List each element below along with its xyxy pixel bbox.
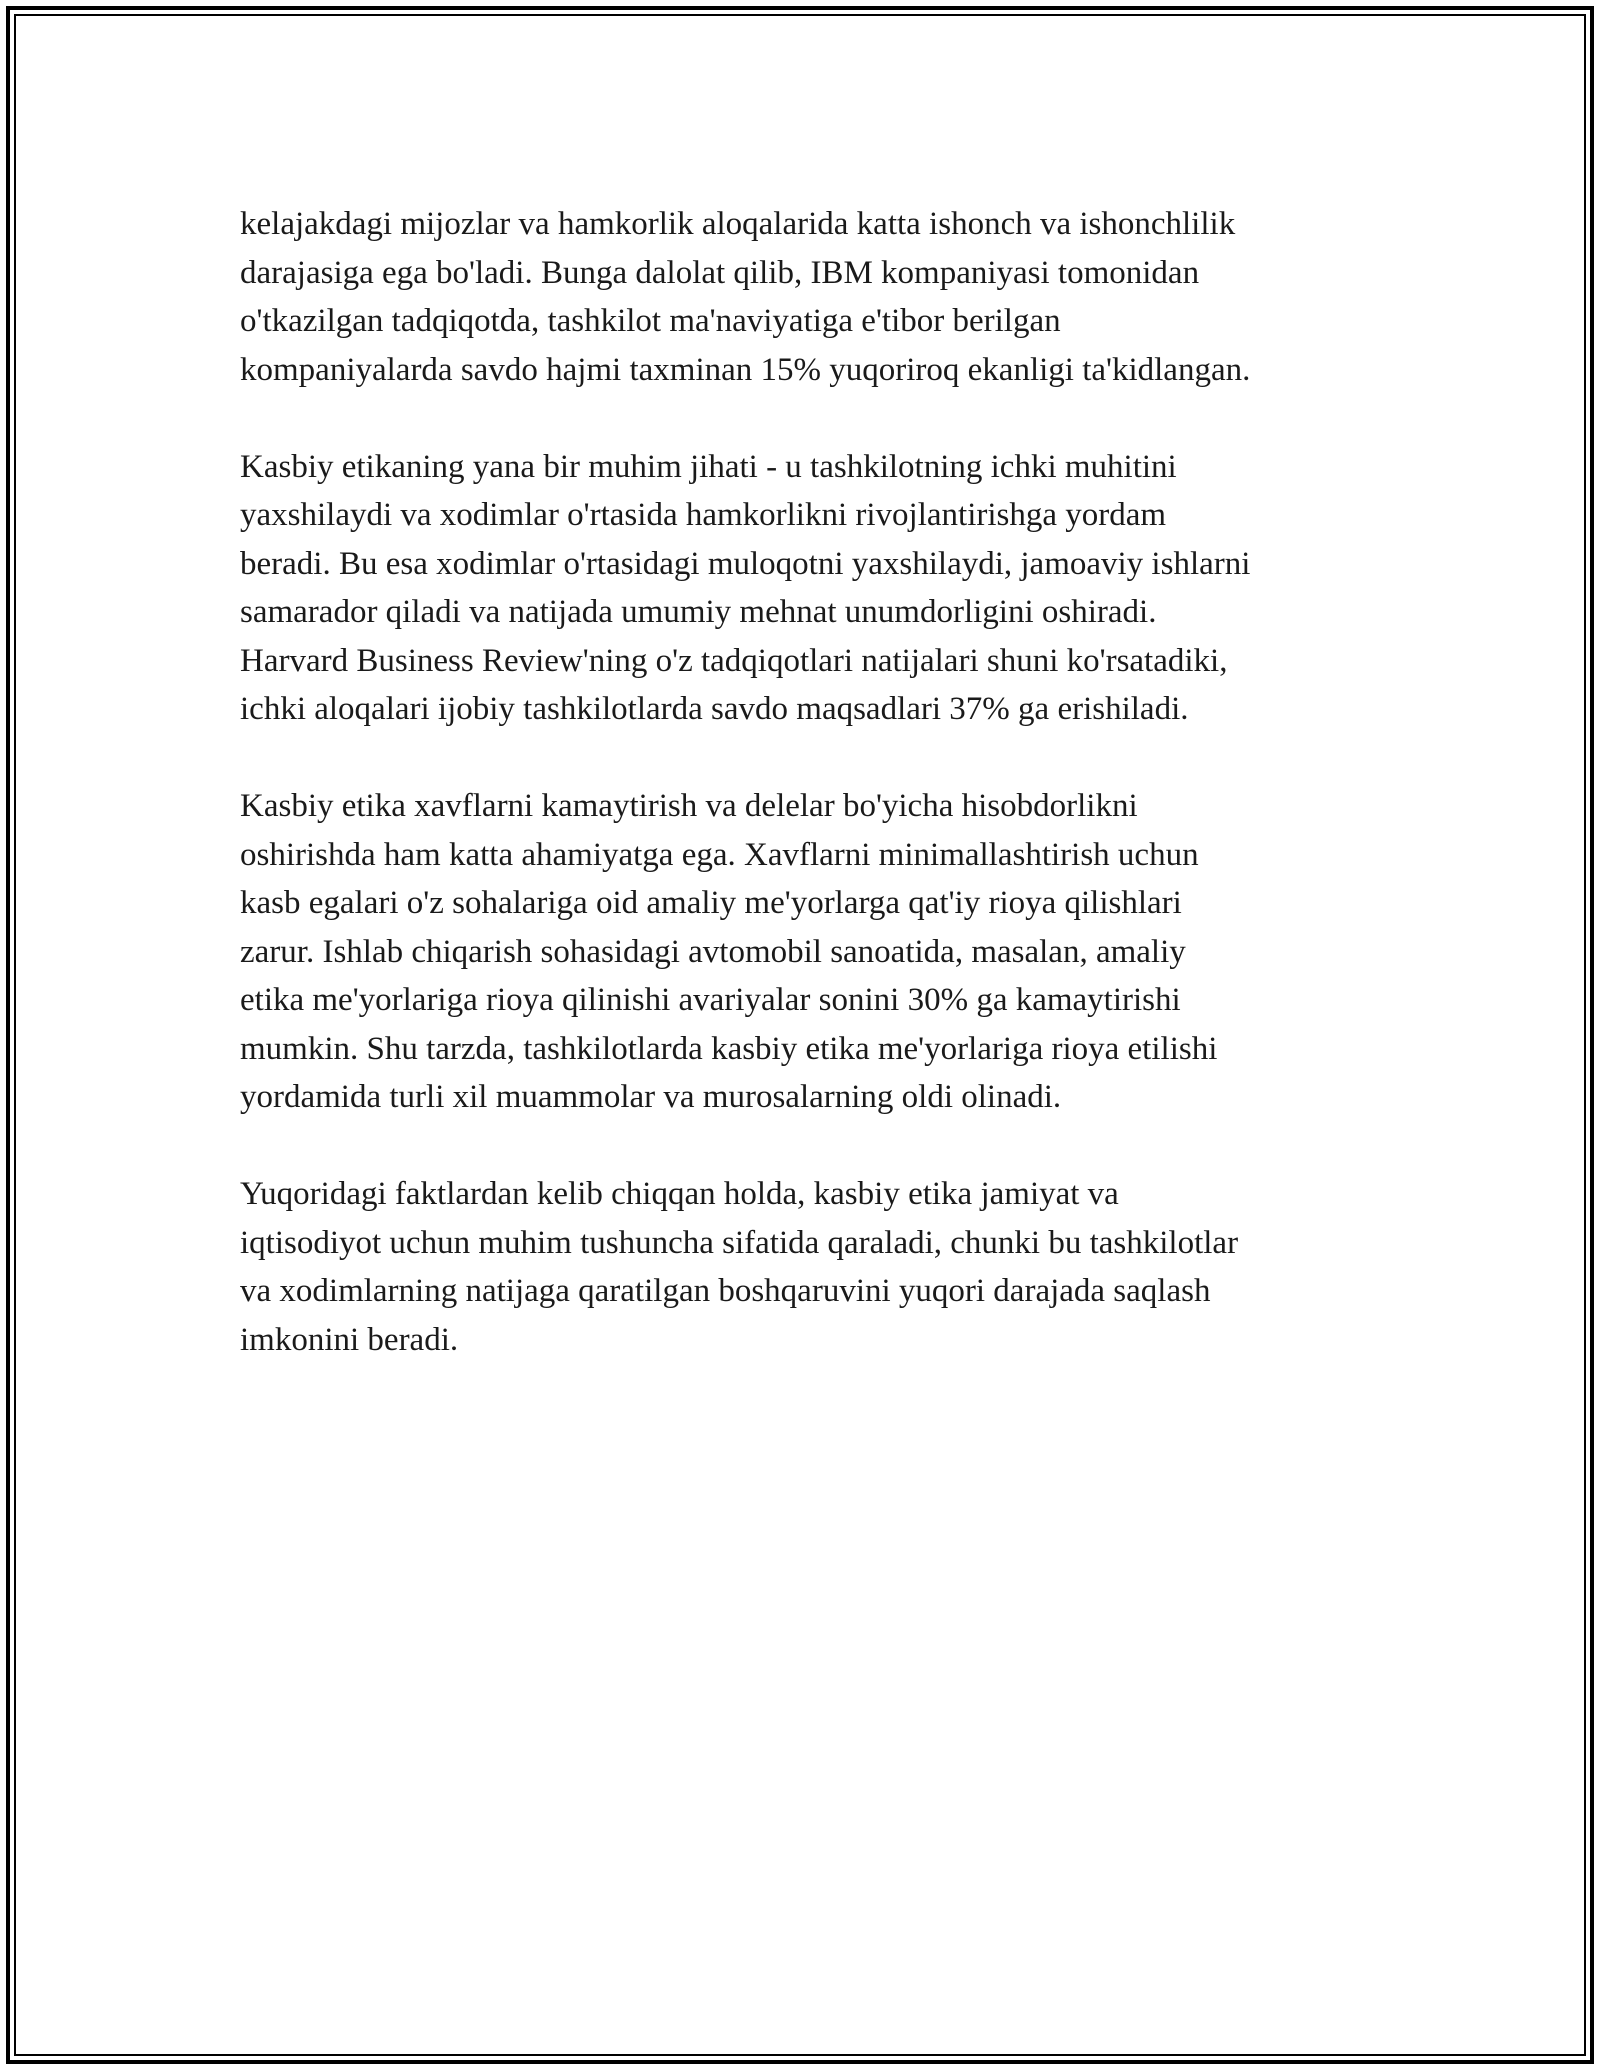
paragraph-3 xyxy=(240,782,1410,1122)
paragraph-1 xyxy=(240,200,1410,394)
text-line: ichki aloqalari ijobiy tashkilotlarda savdo maqsadlari 37% ga erishiladi. xyxy=(240,691,1189,727)
text-line: beradi. Bu esa xodimlar o'rtasidagi muloqotni yaxshilaydi, jamoaviy ishlarni xyxy=(240,545,1251,582)
page-border-outer xyxy=(6,6,1594,2064)
text-line: imkonini beradi. xyxy=(240,1321,459,1358)
text-line: iqtisodiyot uchun muhim tushuncha sifatida qaraladi, chunki bu tashkilotlar xyxy=(240,1224,1239,1261)
text-line: samarador qiladi va natijada umumiy mehnat unumdorligini oshiradi. xyxy=(240,594,1157,630)
text-line: oshirishda ham katta ahamiyatga ega. Xavflarni minimallashtirish uchun xyxy=(240,836,1199,873)
text-line: darajasiga ega bo'ladi. Bunga dalolat qilib, IBM kompaniyasi tomonidan xyxy=(240,254,1200,291)
document-body xyxy=(240,200,1410,1413)
text-line: etika me'yorlariga rioya qilinishi avariyalar sonini 30% ga kamaytirishi xyxy=(240,982,1181,1018)
text-line: yordamida turli xil muammolar va murosalarning oldi olinadi. xyxy=(240,1079,1062,1115)
page-border-inner xyxy=(14,14,1586,2056)
paragraph-4 xyxy=(240,1170,1410,1364)
text-line: Kasbiy etikaning yana bir muhim jihati - u tashkilotning ichki muhitini xyxy=(240,448,1177,485)
text-line: kelajakdagi mijozlar va hamkorlik aloqalarida katta ishonch va ishonchlilik xyxy=(240,206,1236,242)
text-line: yaxshilaydi va xodimlar o'rtasida hamkorlikni rivojlantirishga yordam xyxy=(240,497,1167,533)
text-line: o'tkazilgan tadqiqotda, tashkilot ma'naviyatiga e'tibor berilgan xyxy=(240,303,1061,339)
text-line: zarur. Ishlab chiqarish sohasidagi avtomobil sanoatida, masalan, amaliy xyxy=(240,933,1186,970)
text-line: Kasbiy etika xavflarni kamaytirish va delelar bo'yicha hisobdorlikni xyxy=(240,788,1138,824)
text-line: kompaniyalarda savdo hajmi taxminan 15% yuqoriroq ekanligi ta'kidlangan. xyxy=(240,351,1251,388)
paragraph-2 xyxy=(240,443,1410,734)
text-line: Harvard Business Review'ning o'z tadqiqotlari natijalari shuni ko'rsatadiki, xyxy=(240,642,1228,679)
text-line: mumkin. Shu tarzda, tashkilotlarda kasbiy etika me'yorlariga rioya etilishi xyxy=(240,1030,1218,1067)
text-line: Yuqoridagi faktlardan kelib chiqqan holda, kasbiy etika jamiyat va xyxy=(240,1176,1119,1212)
text-line: va xodimlarning natijaga qaratilgan boshqaruvini yuqori darajada saqlash xyxy=(240,1273,1211,1309)
text-line: kasb egalari o'z sohalariga oid amaliy me'yorlarga qat'iy rioya qilishlari xyxy=(240,885,1182,921)
